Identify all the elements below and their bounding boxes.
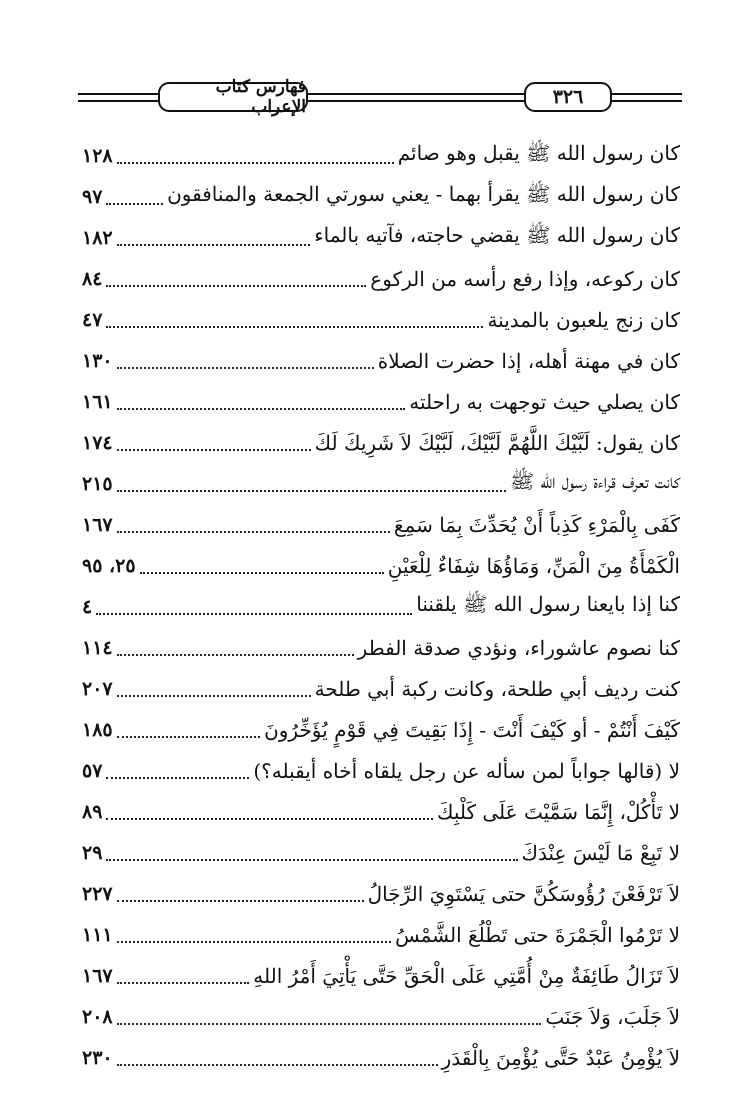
index-entry — [82, 627, 680, 668]
index-entry — [82, 340, 680, 381]
dot-leader — [117, 367, 374, 369]
entry-text: لا تَرْمُوا الْجَمْرَةَ حتى تَطْلُعَ الشَّمْسُ — [395, 922, 680, 947]
entry-page-number: ٢٠٨ — [82, 1005, 113, 1028]
entry-page-number: ١٨٢ — [82, 226, 113, 249]
entry-page-number: ٢٥، ٩٥ — [82, 554, 136, 577]
entry-page-number: ١٢٨ — [82, 144, 113, 167]
header-rule — [612, 93, 682, 95]
index-entry — [82, 299, 680, 340]
entry-text: كَيْفَ أَنْتُمْ - أو كَيْفَ أَنْتَ - إِذَا بَقِيتَ فِي قَوْمٍ يُؤَخِّرُونَ — [264, 717, 680, 742]
entry-page-number: ١٦٧ — [82, 964, 113, 987]
entry-text: كنا نصوم عاشوراء، ونؤدي صدقة الفطر — [357, 635, 680, 660]
header-rule — [78, 100, 158, 102]
entry-text: كان رسول الله ﷺ يقضي حاجته، فآتيه بالماء — [314, 223, 680, 247]
index-entry — [82, 709, 680, 750]
entry-page-number: ٤ — [82, 595, 93, 618]
dot-leader — [96, 613, 412, 615]
entry-text: لاَ تَزَالُ طَائِفَةٌ مِنْ أُمَّتِي عَلَى الْحَقِّ حَتَّى يَأْتِيَ أَمْرُ اللهِ — [253, 963, 680, 988]
entry-page-number: ٢٢٧ — [82, 882, 113, 905]
entry-text: كان يقول: لَبَّيْكَ اللَّهُمَّ لَبَّيْكَ، لَبَّيْكَ لاَ شَرِيكَ لَكَ — [314, 430, 680, 455]
entry-text: كان في مهنة أهله، إذا حضرت الصلاة — [377, 348, 680, 373]
dot-leader — [117, 531, 390, 533]
header-rule — [78, 93, 158, 95]
index-entry — [82, 381, 680, 422]
dot-leader — [117, 736, 260, 738]
index-entry — [82, 873, 680, 914]
dot-leader — [117, 941, 391, 943]
entry-page-number: ٥٧ — [82, 759, 103, 782]
page-header — [78, 74, 682, 124]
entry-page-number: ١٧٤ — [82, 431, 113, 454]
entry-page-number: ٢٣٠ — [82, 1046, 113, 1069]
index-entry — [82, 463, 680, 504]
entry-page-number: ١١١ — [82, 923, 113, 946]
dot-leader — [117, 490, 506, 492]
header-rule — [308, 100, 524, 102]
index-entry — [82, 955, 680, 996]
entry-page-number: ٢٩ — [82, 841, 103, 864]
entry-page-number: ٤٧ — [82, 308, 103, 331]
dot-leader — [106, 777, 249, 779]
dot-leader — [106, 203, 163, 205]
dot-leader — [140, 572, 384, 574]
index-entry — [82, 176, 680, 217]
dot-leader — [117, 244, 311, 246]
index-entry — [82, 217, 680, 258]
entry-text: لا تَبِعْ مَا لَيْسَ عِنْدَكَ — [521, 840, 680, 865]
page-number: ٣٢٦ — [524, 82, 612, 112]
running-title: فهارس كتاب الإعراب — [158, 82, 308, 112]
dot-leader — [106, 859, 517, 861]
entry-text: لاَ يُؤْمِنُ عَبْدٌ حَتَّى يُؤْمِنَ بِالْقَدَرِ — [441, 1045, 680, 1070]
dot-leader — [117, 1064, 438, 1066]
index-list — [82, 135, 680, 1078]
index-entry — [82, 258, 680, 299]
entry-text: كان زنج يلعبون بالمدينة — [487, 307, 680, 332]
entry-text: كان ركوعه، وإذا رفع رأسه من الركوع — [370, 266, 680, 291]
dot-leader — [106, 818, 433, 820]
index-entry — [82, 586, 680, 627]
index-entry — [82, 1037, 680, 1078]
entry-page-number: ١١٤ — [82, 636, 113, 659]
dot-leader — [117, 982, 250, 984]
entry-text: كان يصلي حيث توجهت به راحلته — [409, 389, 680, 414]
dot-leader — [117, 408, 406, 410]
entry-text: كان رسول الله ﷺ يقرأ بهما - يعني سورتي الجمعة والمنافقون — [167, 182, 680, 206]
entry-text: كان رسول الله ﷺ يقبل وهو صائم — [397, 141, 680, 165]
index-entry — [82, 504, 680, 545]
entry-page-number: ١٣٠ — [82, 349, 113, 372]
dot-leader — [117, 900, 364, 902]
entry-page-number: ٩٧ — [82, 185, 103, 208]
index-entry — [82, 750, 680, 791]
index-entry — [82, 791, 680, 832]
entry-text: لاَ تَرْفَعْنَ رُؤُوسَكُنَّ حتى يَسْتَوِيَ الرِّجَالُ — [367, 881, 680, 906]
dot-leader — [117, 695, 311, 697]
index-entry — [82, 914, 680, 955]
dot-leader — [117, 654, 354, 656]
dot-leader — [117, 449, 311, 451]
entry-text: كانت تعرف قراءة رسول الله ﷺ — [509, 469, 680, 493]
entry-page-number: ٢٠٧ — [82, 677, 113, 700]
dot-leader — [106, 285, 366, 287]
entry-text: الْكَمْأَةُ مِنَ الْمَنِّ، وَمَاؤُهَا شِفَاءٌ لِلْعَيْنِ — [387, 553, 680, 578]
header-rule — [308, 93, 524, 95]
entry-page-number: ٨٤ — [82, 267, 103, 290]
entry-page-number: ٢١٥ — [82, 472, 113, 495]
index-entry — [82, 996, 680, 1037]
entry-page-number: ١٦١ — [82, 390, 113, 413]
index-entry — [82, 545, 680, 586]
entry-page-number: ١٦٧ — [82, 513, 113, 536]
entry-text: لا تَأْكُلْ، إِنَّمَا سَمَّيْتَ عَلَى كَلْبِكَ — [436, 799, 680, 824]
dot-leader — [117, 1023, 542, 1025]
entry-text: لاَ جَلَبَ، وَلاَ جَنَبَ — [545, 1004, 680, 1029]
index-entry — [82, 668, 680, 709]
index-entry — [82, 832, 680, 873]
entry-page-number: ٨٩ — [82, 800, 103, 823]
index-entry — [82, 422, 680, 463]
dot-leader — [106, 326, 483, 328]
header-rule — [612, 100, 682, 102]
entry-text: كنا إذا بايعنا رسول الله ﷺ يلقننا — [416, 592, 680, 616]
entry-page-number: ١٨٥ — [82, 718, 113, 741]
entry-text: لا (قالها جواباً لمن سأله عن رجل يلقاه أخاه أيقبله؟) — [253, 758, 680, 783]
entry-text: كَفَى بِالْمَرْءِ كَذِباً أَنْ يُحَدِّثَ بِمَا سَمِعَ — [393, 512, 680, 537]
index-entry — [82, 135, 680, 176]
entry-text: كنت رديف أبي طلحة، وكانت ركبة أبي طلحة — [314, 676, 680, 701]
dot-leader — [117, 162, 394, 164]
